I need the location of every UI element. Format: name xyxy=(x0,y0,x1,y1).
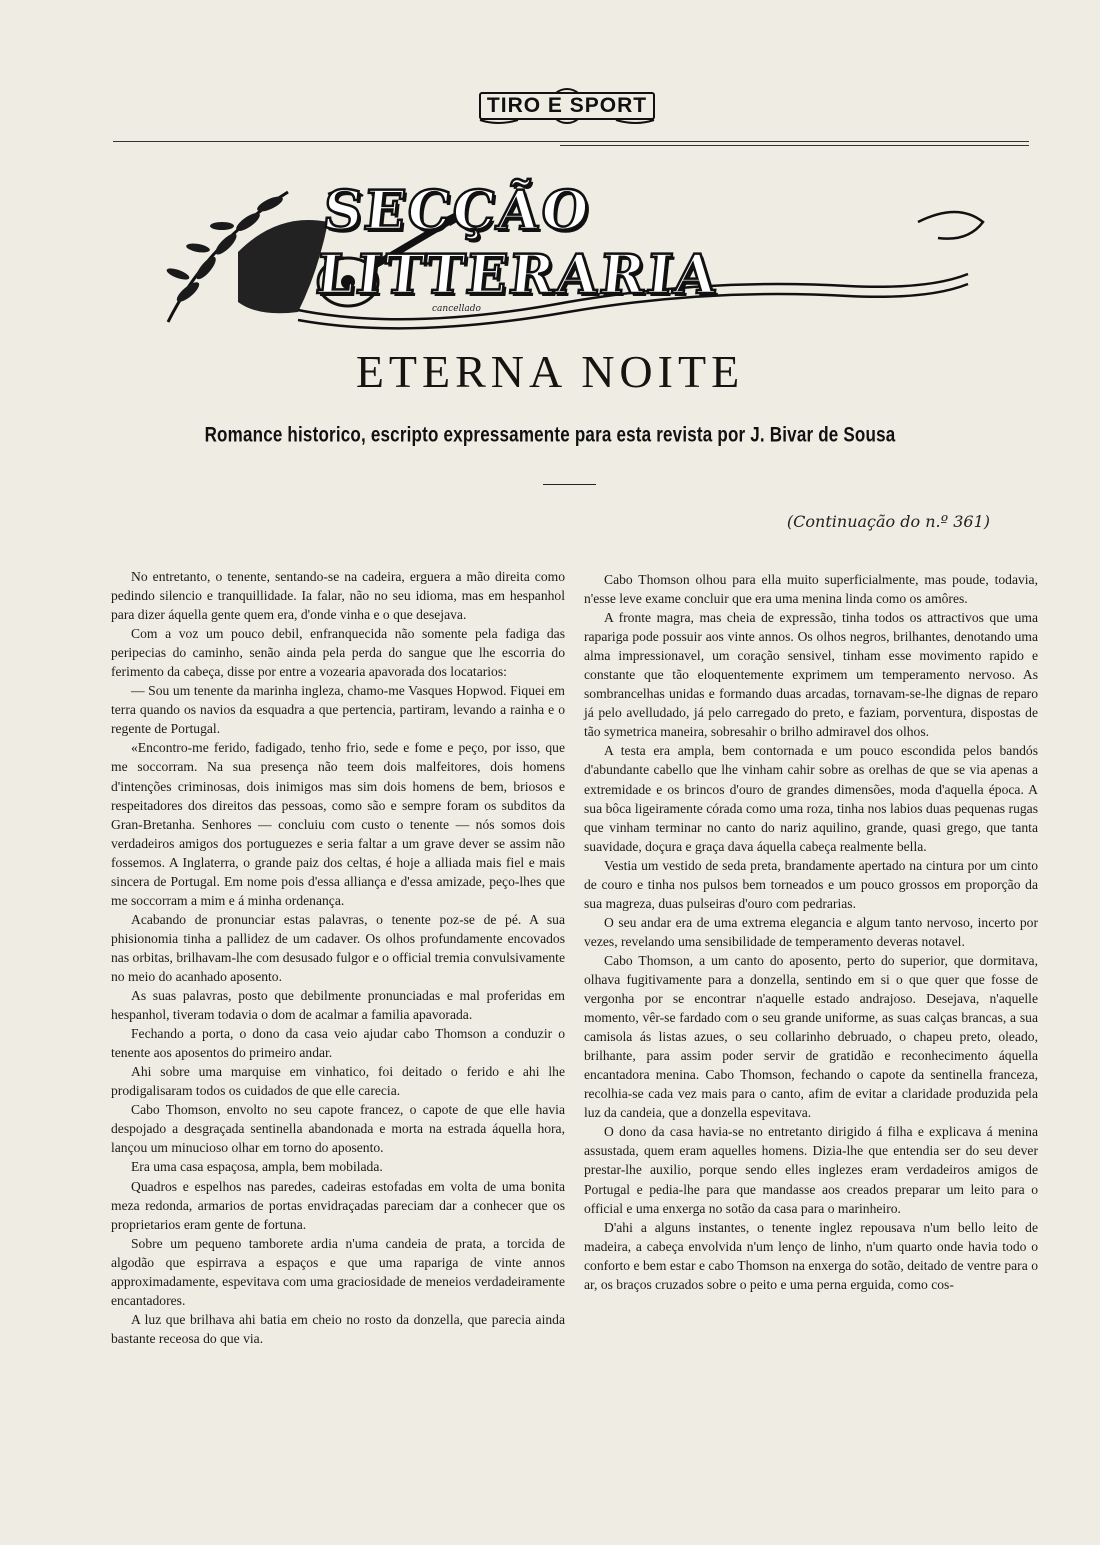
paragraph: A fronte magra, mas cheia de expressão, tinha todos os attractivos que uma rapariga pode possuir aos vinte annos. Os olhos negros, brilhantes, denotando uma alma impressionavel, um coração sensivel, tinham esse movimento rapido e constante que tão eloquentemente exprimem um temperamento nervoso. As sombrancelhas unidas e formando duas arcadas, tornavam-se-lhe dignas de reparo já pelo avelludado, já pelo carregado do preto, e faziam, porventura, dispostas de tão symetrica maneira, sobresahir o brilho admiravel dos olhos. xyxy=(584,610,1038,740)
header-rule-double xyxy=(560,145,1029,146)
paragraph: Sobre um pequeno tamborete ardia n'uma candeia de prata, a torcida de algodão que espirrava a espaços e que uma rapariga de vinte annos approximadamente, espevitava com uma graciosidade de meneios verdadeiramente encantadores. xyxy=(111,1235,565,1308)
masthead-title: TIRO E SPORT xyxy=(479,92,655,120)
article-title: ETERNA NOITE xyxy=(355,346,745,397)
paragraph: Ahi sobre uma marquise em vinhatico, foi deitado o ferido e ahi lhe prodigalisaram todos os cuidados de que elle carecia. xyxy=(111,1064,565,1099)
paragraph: A luz que brilhava ahi batia em cheio no rosto da donzella, que parecia ainda bastante receosa do que via. xyxy=(111,1311,565,1346)
paragraph: No entretanto, o tenente, sentando-se na cadeira, erguera a mão direita como pedindo silencio e tranquillidade. Ia falar, não no seu idioma, mas em hespanhol para dizer áquella gente quem era, d'onde vinha e o que desejava. xyxy=(111,569,565,623)
paragraph: A testa era ampla, bem contornada e um pouco escondida pelos bandós d'abundante cabello que lhe vinham cahir sobre as orelhas de que se via apenas a extremidade e os brincos d'ouro de grandes dimensões, moda d'aquella época. A sua bôca ligeiramente córada como uma roza, tinha nos labios duas pequenas rugas que vinham terminar no canto do nariz aquilino, grande, quasi grego, que tanta suavidade, doçura e graça dava áquella cabeça realmente bella. xyxy=(584,743,1038,854)
artist-signature: cancellado xyxy=(432,304,481,314)
header-rule xyxy=(113,141,1029,142)
left-column xyxy=(111,567,565,1348)
paragraph: O dono da casa havia-se no entretanto dirigido á filha e explicava á menina assustada, quem eram aquelles homens. Dizia-lhe que entendia ser do seu dever prestar-lhe auxilio, porque sendo elles inglezes eram verdadeiros amigos de Portugal e pedia-lhe para que mandasse aos creados preparar um leito para o official e uma enxerga no sotão da casa para o marinheiro. xyxy=(584,1124,1038,1216)
paragraph: Quadros e espelhos nas paredes, cadeiras estofadas em volta de uma bonita meza redonda, armarios de portas envidraçadas pareciam dar a conhecer que os proprietarios eram gente de fortuna. xyxy=(111,1178,565,1232)
paragraph: Vestia um vestido de seda preta, brandamente apertado na cintura por um cinto de couro e tinha nos pulsos bem torneados e um pouco grossos em proporção da sua magreza, duas pulseiras d'ouro com pedrarias. xyxy=(584,857,1038,911)
paragraph: Com a voz um pouco debil, enfranquecida não somente pela fadiga das peripecias do caminho, senão ainda pela perda do sangue que lhe escorria do ferimento da cabeça, disse por entre a vozearia apavorada dos locatarios: xyxy=(111,626,565,680)
paragraph: Cabo Thomson olhou para ella muito superficialmente, mas poude, todavia, n'esse leve exame concluir que era uma menina linda como os amôres. xyxy=(584,572,1038,607)
paragraph: D'ahi a alguns instantes, o tenente inglez repousava n'um bello leito de madeira, a cabeça envolvida n'um lenço de linho, n'um quarto onde havia todo o conforto e bem estar e cabo Thomson na enxerga do sotão, deitado de ventre para o ar, os braços cruzados sobre o peito e uma perna erguida, como cos- xyxy=(584,1219,1038,1292)
paragraph: Cabo Thomson, envolto no seu capote francez, o capote de que elle havia despojado a desgraçada sentinella abandonada e morta na estrada áquella hora, lançou um minucioso olhar em torno do aposento. xyxy=(111,1102,565,1156)
paragraph: As suas palavras, posto que debilmente pronunciadas e mal proferidas em hespanhol, tiveram todavia o dom de acalmar a familia apavorada. xyxy=(111,988,565,1023)
paragraph: Acabando de pronunciar estas palavras, o tenente poz-se de pé. A sua phisionomia tinha a pallidez de um cadaver. Os olhos profundamente encovados nas orbitas, brilhavam-lhe com desusado fulgor e o official tremia convulsivamente no meio do acanhado aposento. xyxy=(111,911,565,984)
paragraph: O seu andar era de uma extrema elegancia e algum tanto nervoso, incerto por vezes, revelando uma sensibilidade de temperamento deveras notavel. xyxy=(584,914,1038,949)
title-divider xyxy=(543,484,596,485)
article-subtitle: Romance historico, escripto expressamente para esta revista por J. Bivar de Sousa xyxy=(204,422,896,447)
section-title: SECÇÃO LITTERARIA xyxy=(313,178,722,306)
right-column xyxy=(584,570,1038,1294)
paragraph: — Sou um tenente da marinha ingleza, chamo-me Vasques Hopwod. Fiquei em terra quando os navios da esquadra a que pertencia, partiram, levando a rainha e o regente de Portugal. xyxy=(111,683,565,737)
paragraph: «Encontro-me ferido, fadigado, tenho frio, sede e fome e peço, por isso, que me soccorram. Na sua presença não teem dois malfeitores, dois homens d'intenções criminosas, dois inimigos mas sim dois homens de bem, briosos e respeitadores dos direitos das pessoas, como são e sempre foram os subditos da Gran-Bretanha. Senhores — concluiu com custo o tenente — nós somos dois verdadeiros amigos dos portuguezes e seria faltar a um grave dever se assim não fossemos. A Inglaterra, o grande paiz dos celtas, é hoje a alliada mais fiel e mais sincera de Portugal. Em nome pois d'essa alliança e d'essa amizade, peço-lhes que me soccorram a mim e á minha ordenança. xyxy=(111,740,565,908)
paragraph: Cabo Thomson, a um canto do aposento, perto do superior, que dormitava, olhava fugitivamente para a donzella, sentindo em si o que quer que fosse de vergonha por se encontrar n'aquelle estado andrajoso. Desejava, n'aquelle momento, vêr-se fardado com o seu grande uniforme, as suas calças brancas, a sua camisola ás listas azues, o seu collarinho debruado, o chapeu preto, oleado, brilhante, para assim poder servir de gratidão e reconhecimento áquella encantadora menina. Cabo Thomson, fechando o capote da sentinella franceza, recolhia-se cada vez mais para o canto, afim de evitar a claridade produzida pela luz da candeia, que a donzella espevitava. xyxy=(584,952,1038,1121)
paragraph: Fechando a porta, o dono da casa veio ajudar cabo Thomson a conduzir o tenente aos aposentos do primeiro andar. xyxy=(111,1026,565,1061)
masthead-logo xyxy=(478,86,656,126)
paragraph: Era uma casa espaçosa, ampla, bem mobilada. xyxy=(131,1159,383,1175)
continuation-note: (Continuação do n.º 361) xyxy=(786,512,990,531)
